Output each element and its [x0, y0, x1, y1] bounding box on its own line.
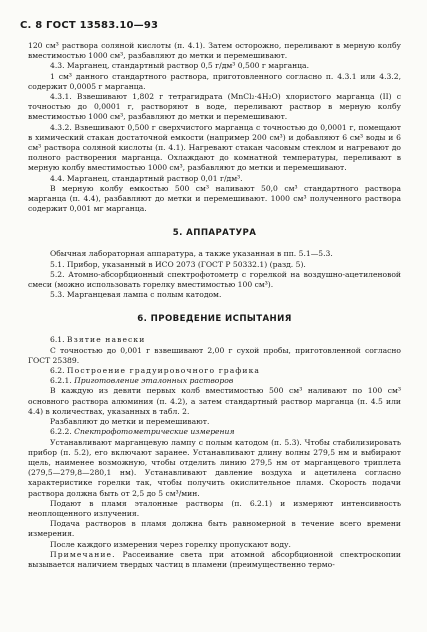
- reagents-block: [28, 41, 401, 214]
- subsection-title: Приготовление эталонных растворов: [74, 376, 234, 386]
- subsection-number: 6.2.1.: [50, 376, 72, 386]
- subsection-title: Построение градуировочного графика: [66, 366, 261, 376]
- paragraph: Разбавляют до метки и перемешивают.: [50, 417, 210, 427]
- paragraph: Подача растворов в пламя должна быть равномерной в течение всего времени измерения.: [28, 519, 401, 539]
- paragraph: 4.3.1. Взвешивают 1,802 г тетрагидрата (MnCl₂·4H₂O) хлористого марганца (II) с точностью до 0,0001 г, растворяют в воде, переливают раствор в мерную колбу вместимостью 1000 см³, разбавляют до метки и перемешивают.: [28, 92, 401, 122]
- section-5-title: 5. АППАРАТУРА: [172, 228, 257, 239]
- paragraph: 5.2. Атомно-абсорбционный спектрофотометр с горелкой на воздушно-ацетиленовой смеси (можно использовать горелку вместимостью 100 см³).: [28, 269, 401, 290]
- subsection-number: 6.2.: [50, 366, 65, 376]
- paragraph: 5.3. Марганцевая лампа с полым катодом.: [50, 290, 222, 300]
- paragraph: Обычная лабораторная аппаратура, а также указанная в пп. 5.1—5.3.: [50, 249, 333, 259]
- note-paragraph: [28, 550, 401, 570]
- subsection-6-1-heading: [28, 335, 401, 345]
- note-label: Примечание.: [50, 549, 116, 559]
- section-6-title: 6. ПРОВЕДЕНИЕ ИСПЫТАНИЯ: [137, 314, 292, 325]
- paragraph: В мерную колбу емкостью 500 см³ наливают 50,0 см³ стандартного раствора марганца (п. 4.4), разбавляют до метки и перемешивают. 1000 см³ полученного раствора содержит 0,001 мг марганца.: [28, 183, 401, 214]
- paragraph: В каждую из девяти первых колб вместимостью 500 см³ наливают по 100 см³ основного раствора алюминия (п. 4.2), а затем стандартный раствор марганца (п. 4.5 или 4.4) в количествах, указанных в табл. 2.: [28, 386, 401, 416]
- page-header: С. 8 ГОСТ 13583.10—93: [20, 20, 159, 31]
- paragraph: 5.1. Прибор, указанный в ИСО 2073 (ГОСТ Р 50332.1) (разд. 5).: [50, 259, 306, 269]
- subsection-6-2-2-heading: [28, 427, 401, 437]
- subsection-title: Спектрофотометрические измерения: [74, 427, 235, 437]
- paragraph: 1 см³ данного стандартного раствора, приготовленного согласно п. 4.3.1 или 4.3.2, содержит 0,0005 г марганца.: [28, 71, 401, 91]
- section-5-body: [28, 249, 401, 300]
- section-6-body: [28, 335, 401, 570]
- paragraph: Подают в пламя эталонные растворы (п. 6.2.1) и измеряют интенсивность неоплощенного излучения.: [28, 498, 401, 518]
- paragraph: 4.4. Марганец, стандартный раствор 0,01 г/дм³.: [50, 173, 243, 183]
- paragraph: С точностью до 0,001 г взвешивают 2,00 г сухой пробы, приготовленной согласно ГОСТ 25389.: [28, 345, 401, 365]
- subsection-number: 6.1.: [50, 335, 65, 345]
- subsection-6-2-1-heading: [28, 376, 401, 386]
- paragraph: После каждого измерения через горелку пропускают воду.: [50, 539, 291, 549]
- subsection-number: 6.2.2.: [50, 427, 72, 437]
- subsection-6-2-heading: [28, 366, 401, 376]
- paragraph: 4.3. Марганец, стандартный раствор 0,5 г/дм³ 0,500 г марганца.: [50, 61, 309, 71]
- paragraph: 120 см³ раствора соляной кислоты (п. 4.1). Затем осторожно, переливают в мерную колбу вместимостью 1000 см³, разбавляют до метки и перемешивают.: [28, 41, 401, 61]
- paragraph: Устанавливают марганцевую лампу с полым катодом (п. 5.3). Чтобы стабилизировать прибор (п. 5.2), его включают заранее. Устанавливают длину волны 279,5 нм и выбирают щель, наименее возможную, чтобы отделить линию 279,5 нм от марганцевого триплета (279,5—279,8—280,1 нм). Устанавливают давление воздуха и ацетилена согласно характеристике горелки так, чтобы получить окислительное пламя. Скорость подачи раствора должна быть от 2,5 до 5 см³/мин.: [28, 437, 401, 498]
- note-text: Рассеивание света при атомной абсорбционной спектроскопии вызывается наличием твердых частиц в пламени (преимущественно термо-: [28, 549, 401, 569]
- paragraph: 4.3.2. Взвешивают 0,500 г сверхчистого марганца с точностью до 0,0001 г, помещают в химический стакан достаточной емкости (например 200 см³) и добавляют 6 см³ воды и 6 см³ раствора соляной кислоты (п. 4.1). Нагревают стакан часовым стеклом и нагревают до полного растворения марганца. Охлаждают до комнатной температуры, переливают в мерную колбу вместимостью 1000 см³, разбавляют до метки и перемешивают.: [28, 122, 401, 173]
- subsection-title: Взятие навески: [66, 335, 146, 345]
